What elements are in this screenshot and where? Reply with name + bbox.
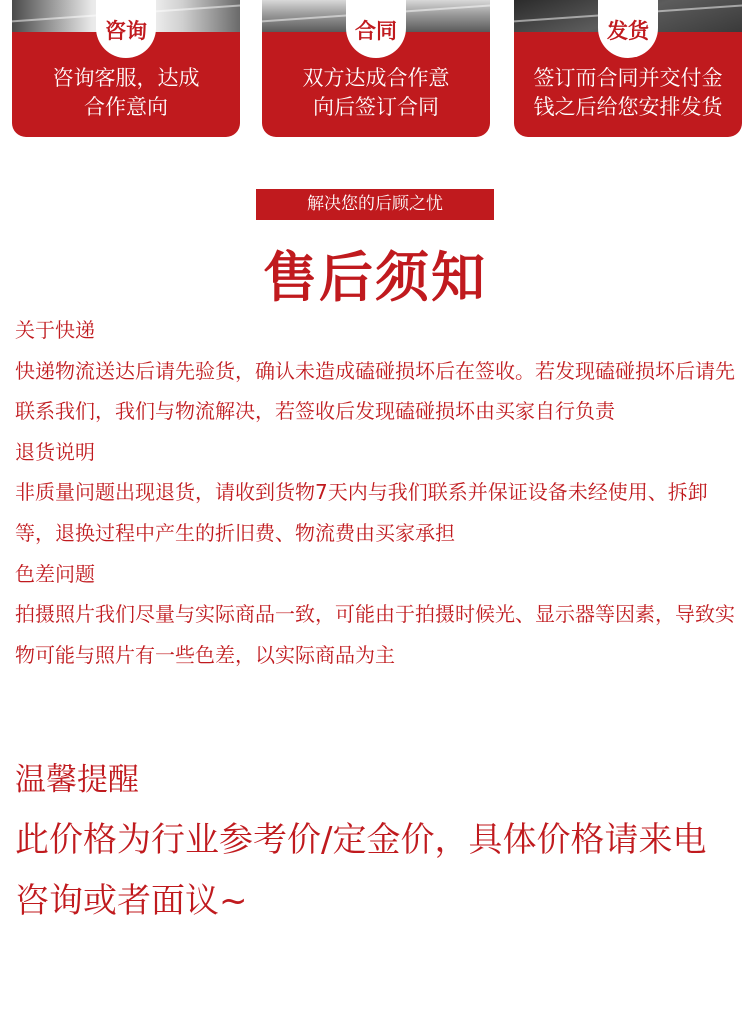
step-description — [18, 64, 234, 122]
section-body-color: 拍摄照片我们尽量与实际商品一致，可能由于拍摄时候光、显示器等因素，导致实物可能与照片有一些色差，以实际商品为主 — [15, 602, 735, 667]
step-line-1: 咨询客服，达成 — [52, 66, 200, 90]
section-body-returns: 非质量问题出现退货，请收到货物7天内与我们联系并保证设备未经使用、拆卸等，退换过程中产生的折旧费、物流费由买家承担 — [15, 480, 708, 545]
subtitle-banner: 解决您的后顾之忧 — [256, 189, 494, 220]
section-heading-color: 色差问题 — [15, 561, 95, 586]
step-card-delivery — [514, 0, 742, 137]
step-badge-label: 发货 — [607, 19, 649, 43]
step-badge — [96, 0, 156, 58]
step-badge-label: 合同 — [355, 19, 397, 43]
section-heading-returns: 退货说明 — [15, 439, 95, 464]
step-badge — [346, 0, 406, 58]
section-body-shipping: 快递物流送达后请先验货，确认未造成磕碰损坏后在签收。若发现磕碰损坏后请先联系我们，我们与物流解决，若签收后发现磕碰损坏由买家自行负责 — [15, 358, 735, 424]
step-line-2: 向后签订合同 — [313, 95, 439, 119]
step-card-contract — [262, 0, 490, 137]
tips-body: 此价格为行业参考价/定金价，具体价格请来电咨询或者面议~ — [15, 820, 707, 921]
step-line-1: 双方达成合作意 — [302, 66, 450, 90]
step-badge — [598, 0, 658, 58]
step-description — [268, 64, 484, 122]
after-sales-notes — [15, 310, 740, 675]
step-description — [520, 64, 736, 122]
step-badge-label: 咨询 — [105, 19, 147, 43]
section-heading-shipping: 关于快递 — [15, 318, 95, 342]
tips-heading: 温馨提醒 — [15, 762, 139, 798]
step-line-2: 合作意向 — [84, 95, 168, 119]
step-line-1: 签订而合同并交付金 — [533, 66, 723, 90]
step-card-consult — [12, 0, 240, 137]
process-steps — [0, 0, 750, 140]
page-title: 售后须知 — [263, 246, 487, 309]
step-line-2: 钱之后给您安排发货 — [533, 95, 723, 119]
